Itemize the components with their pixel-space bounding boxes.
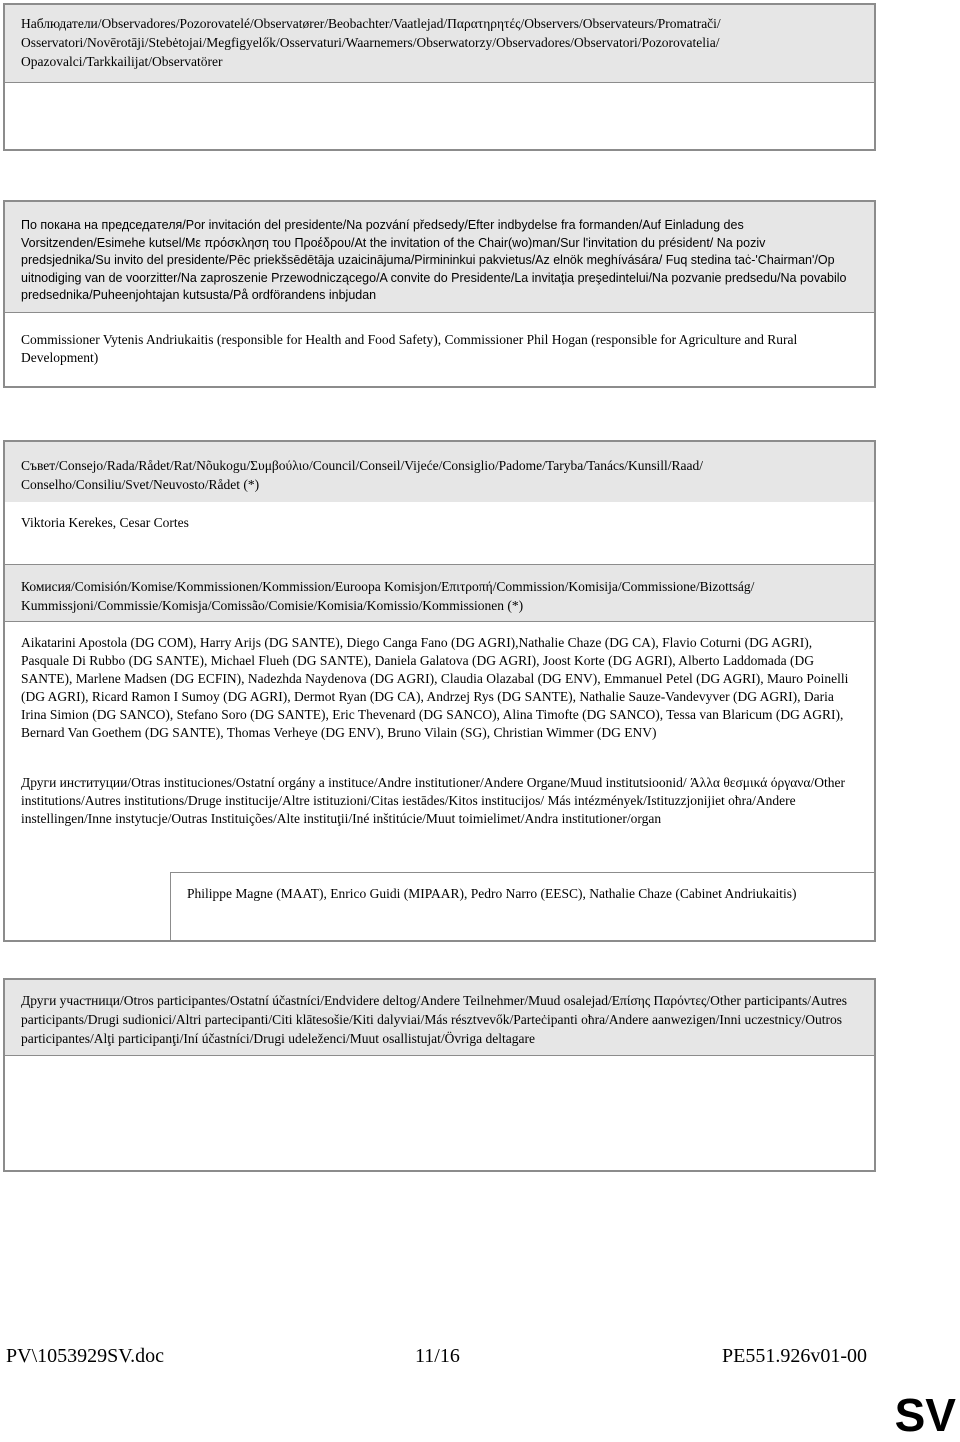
observers-section (3, 3, 876, 151)
other-institutions-header: Други институции/Otras instituciones/Ostatní orgány a instituce/Andre institutioner/Andere Organe/Muud institutsioonid/ Άλλα θεσμικά όργανα/Other institutions/Autres institutions/Druge institucije/Altre istituzioni/Citas iestādes/Kitos institucijos/ Más intézmények/Istituzzjonijiet oħra/Andere instellingen/Inne instytucje/Outras Instituições/Alte instituţii/Iné inštitúcie/Muut toimielimet/Andra institutioner/organ (21, 775, 845, 826)
footer-doc-ref: PV\1053929SV.doc (6, 1345, 164, 1367)
commission-body: Aikatarini Apostola (DG COM), Harry Arijs (DG SANTE), Diego Canga Fano (DG AGRI),Nathalie Chaze (DG CA), Flavio Coturni (DG AGRI), Pasquale Di Rubbo (DG SANTE), Michael Flueh (DG SANTE), Daniela Galatova (DG AGRI), Joost Korte (DG AGRI), Alberto Laddomada (DG SANTE), Marlene Madsen (DG ECFIN), Nadezhda Naydenova (DG AGRI), Claudia Olazabal (DG ENV), Emmanuel Petel (DG AGRI), Mauro Poinelli (DG AGRI), Ricard Ramon I Sumoy (DG AGRI), Dermot Ryan (DG CA), Andrzej Rys (DG SANTE), Nathalie Sauze-Vandevyver (DG AGRI), Daria Irina Simion (DG SANCO), Stefano Soro (DG SANTE), Eric Thevenard (DG SANCO), Alina Timofte (DG SANCO), Tessa van Blaricum (DG AGRI), Bernard Van Goethem (DG SANTE), Thomas Verheye (DG ENV), Bruno Vilain (SG), Christian Wimmer (DG ENV) (21, 635, 849, 740)
other-participants-section (3, 978, 876, 1172)
other-participants-header: Други участници/Otros participantes/Ostatní účastníci/Endvidere deltog/Andere Teilnehmer/Muud osalejad/Επίσης Παρόντες/Other participants/Autres participants/Drugi sudionici/Altri partecipanti/Citi klātesošie/Kiti dalyviai/Más résztvevők/Parteċipanti oħra/Andere aanwezigen/Inni uczestnicy/Outros participantes/Alţi participanţi/Iní účastníci/Drugi udeleženci/Muut osallistujat/Övriga deltagare (5, 980, 874, 1056)
institutions-section (3, 440, 876, 942)
council-header: Съвет/Consejo/Rada/Rådet/Rat/Nõukogu/Συμβούλιο/Council/Conseil/Vijeće/Consiglio/Padome/Taryba/Tanács/Kunsill/Raad/ Conselho/Consiliu/Svet/Neuvosto/Rådet (*) (5, 442, 874, 502)
other-institutions-body-cell (170, 872, 874, 940)
observers-header: Наблюдатели/Observadores/Pozorovatelé/Observatører/Beobachter/Vaatlejad/Παρατηρητές/Observers/Observateurs/Promatrači/ Osservatori/Novērotāji/Stebėtojai/Megfigyelők/Osservaturi/Waarnemers/Obserwatorzy/Observadores/Observatori/Pozorovatelia/ Opazovalci/Tarkkailijat/Observatörer (5, 5, 874, 83)
commission-header: Комисия/Comisión/Komise/Kommissionen/Kommission/Euroopa Komisjon/Επιτροπή/Commission/Komisija/Commissione/Bizottság/ Kummissjoni/Commissie/Komisja/Comissão/Comisie/Komisia/Komissio/Kommissionen (*) (5, 564, 874, 622)
other-institutions-body: Philippe Magne (MAAT), Enrico Guidi (MIPAAR), Pedro Narro (EESC), Nathalie Chaze (Cabinet Andriukaitis) (187, 886, 797, 901)
invitation-body: Commissioner Vytenis Andriukaitis (responsible for Health and Food Safety), Commissioner Phil Hogan (responsible for Agriculture and Rural Development) (21, 332, 798, 365)
footer-pe-ref: PE551.926v01-00 (722, 1345, 867, 1367)
footer-page-number: 11/16 (415, 1345, 460, 1367)
invitation-header: По покана на председателя/Por invitación del presidente/Na pozvání předsedy/Efter indbydelse fra formanden/Auf Einladung des Vorsitzenden/Esimehe kutsel/Με πρόσκληση του Προέδρου/At the invitation of the Chair(wo)man/Sur l'invitation du président/ Na poziv predsjednika/Su invito del presidente/Pēc priekšsēdētāja uzaicinājuma/Pirmininkui pakvietus/Az elnök meghívására/ Fuq stedina taċ-'Chairman'/Op uitnodiging van de voorzitter/Na zaproszenie Przewodniczącego/A convite do Presidente/La invitaţia preşedintelui/Na pozvanie predsedu/Na povabilo predsednika/Puheenjohtajan kutsusta/På ordförandens inbjudan (5, 202, 874, 313)
council-body: Viktoria Kerekes, Cesar Cortes (21, 515, 189, 530)
invitation-section (3, 200, 876, 388)
footer-language-code: SV (894, 1389, 956, 1441)
